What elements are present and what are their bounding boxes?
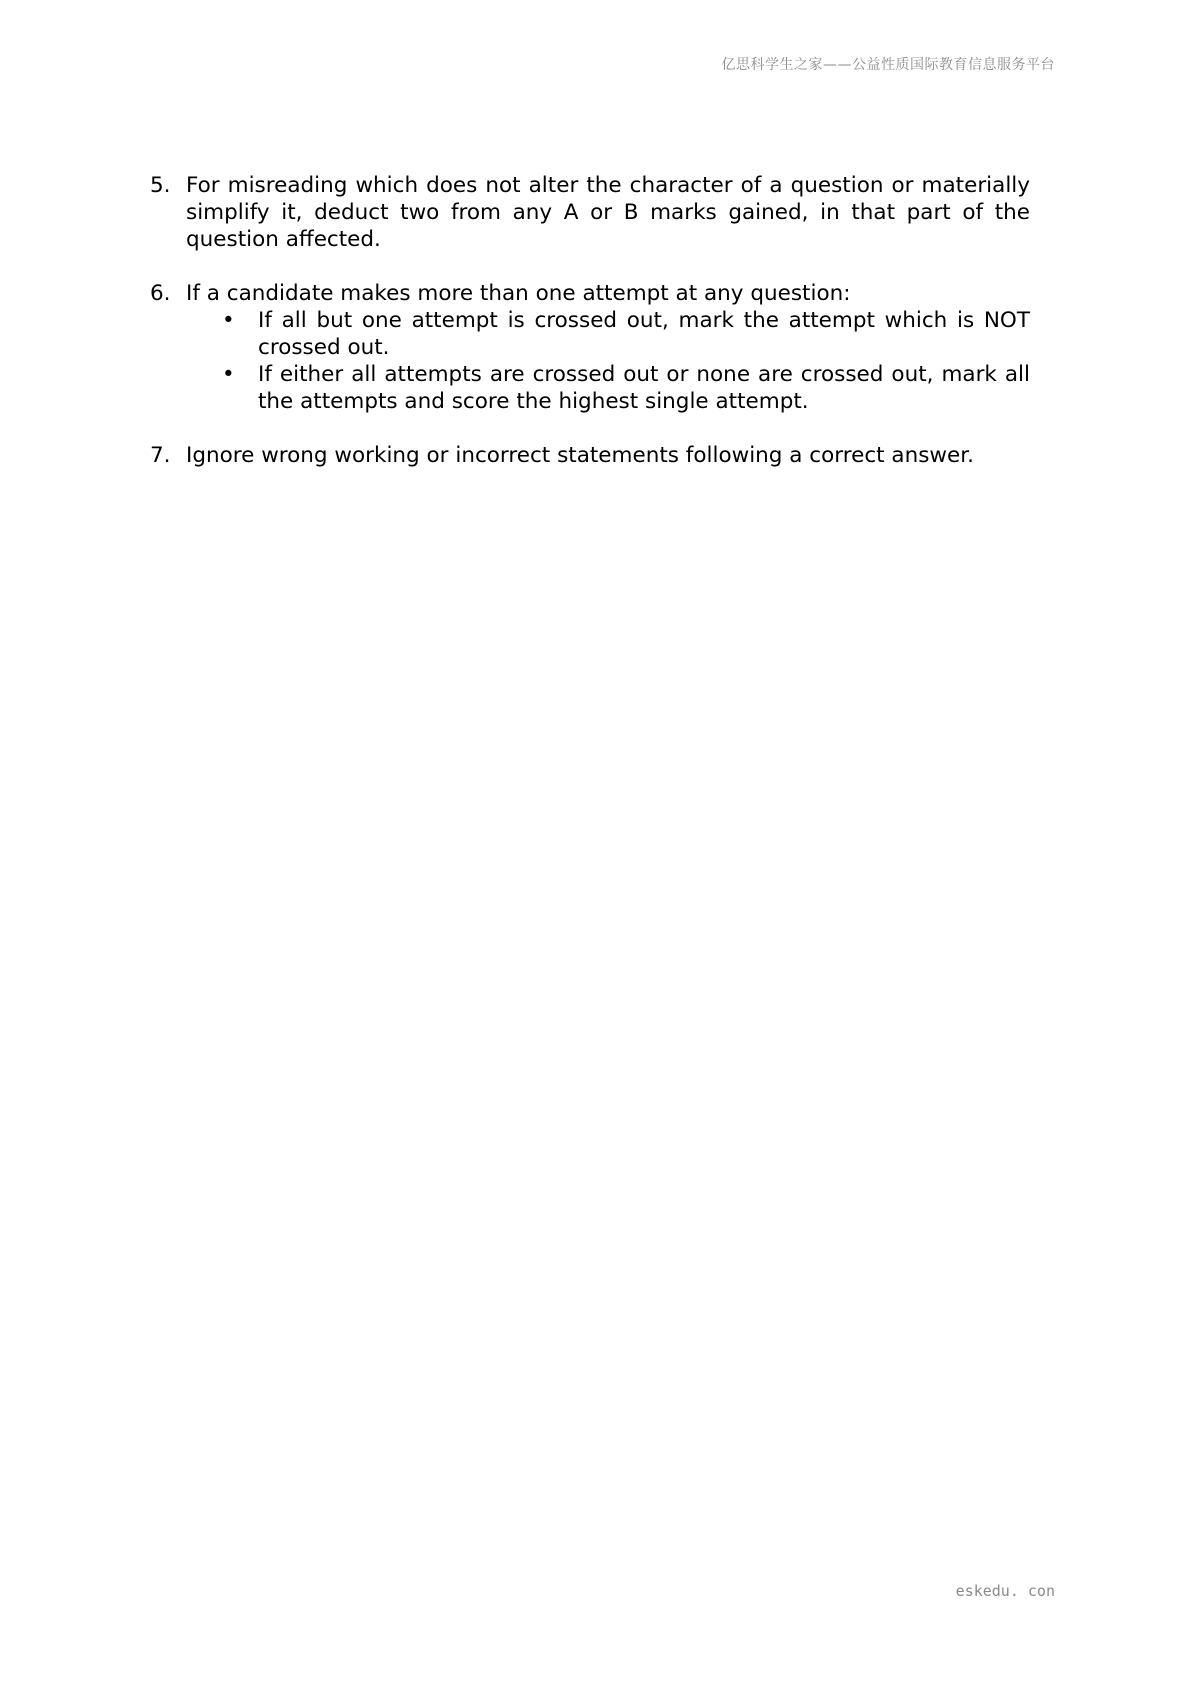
footer-site-text: eskedu. con xyxy=(955,1582,1055,1600)
marking-instructions xyxy=(150,172,1030,496)
instruction-item-6 xyxy=(150,280,1030,415)
bullet-dot-icon: • xyxy=(222,308,235,333)
header-site-text: 亿思科学生之家——公益性质国际教育信息服务平台 xyxy=(721,57,1055,73)
bullet-item xyxy=(186,307,1030,361)
bullet-item xyxy=(186,361,1030,415)
item-number: 6. xyxy=(150,281,171,306)
item-text: If a candidate makes more than one attempt at any question: xyxy=(186,281,851,306)
item-text: For misreading which does not alter the character of a question or materially simplify it, deduct two from any A or B marks gained, in that part of the question affected. xyxy=(186,173,1030,252)
item-text: Ignore wrong working or incorrect statements following a correct answer. xyxy=(186,443,974,468)
item-number: 5. xyxy=(150,173,171,198)
bullet-dot-icon: • xyxy=(222,362,235,387)
item-number: 7. xyxy=(150,443,171,468)
bullet-list xyxy=(186,307,1030,415)
bullet-text: If all but one attempt is crossed out, mark the attempt which is NOT crossed out. xyxy=(258,308,1030,360)
bullet-text: If either all attempts are crossed out or none are crossed out, mark all the attempts and score the highest single attempt. xyxy=(258,362,1030,414)
instruction-item-5 xyxy=(150,172,1030,253)
instruction-item-7 xyxy=(150,442,1030,469)
